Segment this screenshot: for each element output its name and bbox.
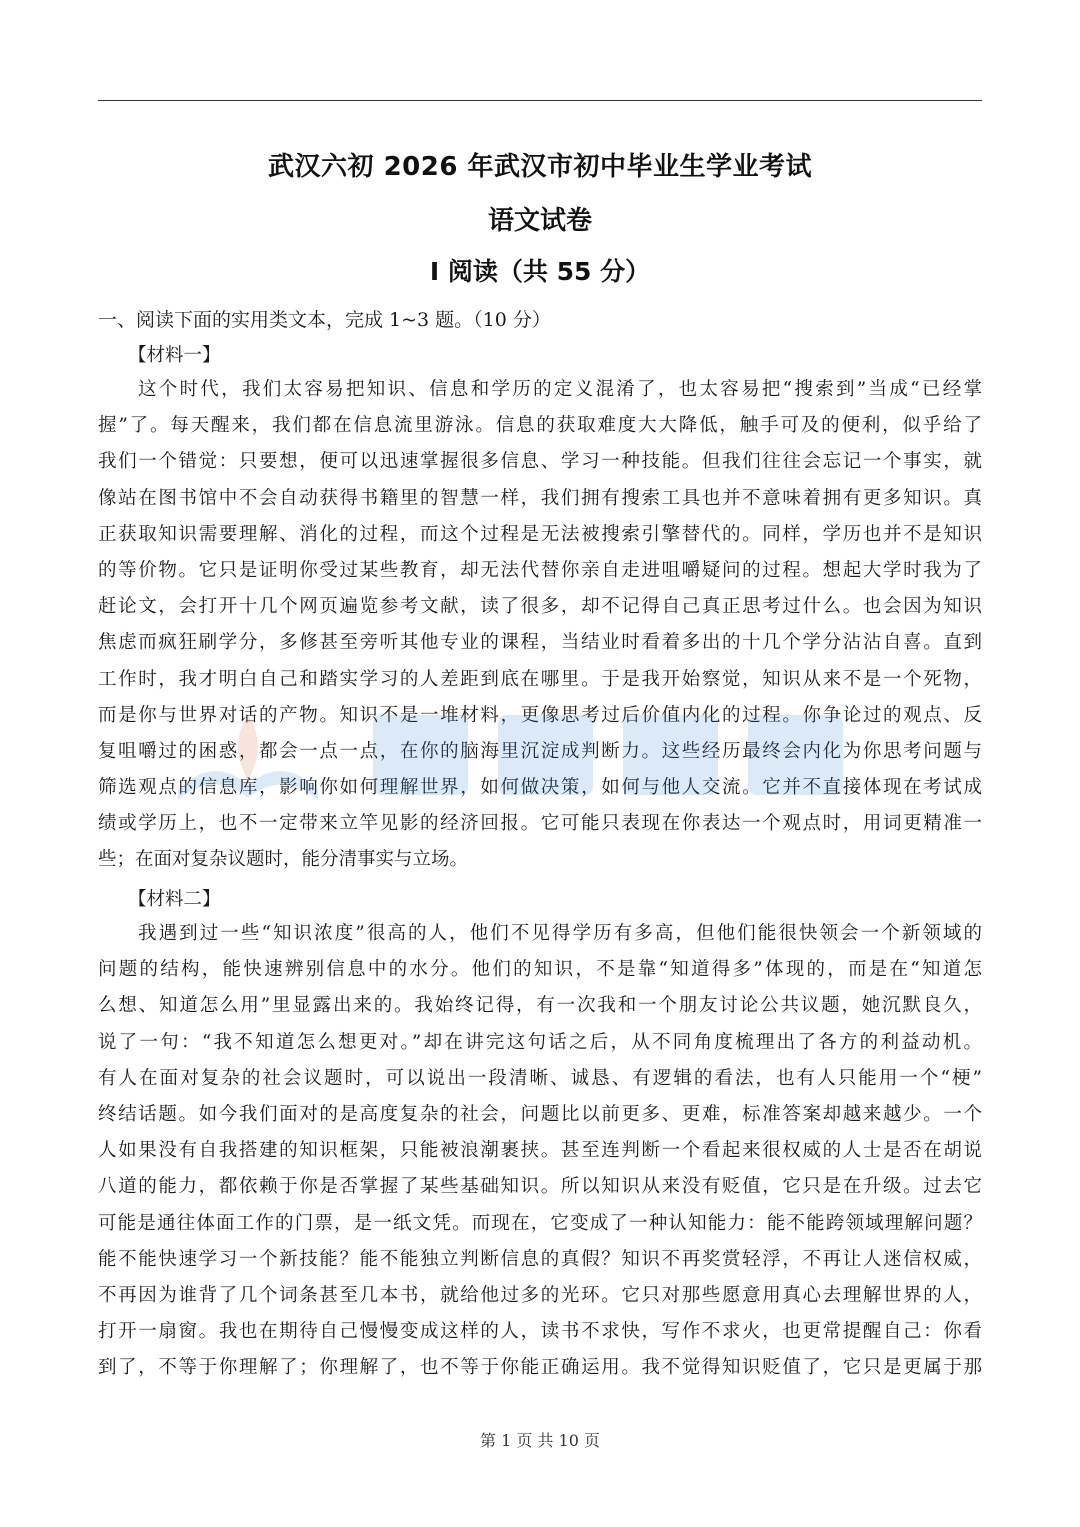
text-line: 到了，不等于你理解了；你理解了，也不等于你能正确运用。我不觉得知识贬值了，它只是更属于那 <box>98 1357 982 1379</box>
text-line: 我遇到过一些“知识浓度”很高的人，他们不见得学历有多高，但他们能很快领会一个新领域的 <box>138 923 982 944</box>
text-line: 终结话题。如今我们面对的是高度复杂的社会，问题比以前更多、更难，标准答案却越来越少。一个 <box>98 1103 982 1125</box>
text-line: 像站在图书馆中不会自动获得书籍里的智慧一样，我们拥有搜索工具也并不意味着拥有更多知识。真 <box>98 487 982 509</box>
material-2-text <box>98 916 982 1386</box>
section-heading: Ⅰ 阅读（共 55 分） <box>429 257 651 286</box>
text-line: 能不能快速学习一个新技能？能不能独立判断信息的真假？知识不再奖赏轻浮，不再让人迷信权威， <box>98 1248 982 1270</box>
text-line: 复咀嚼过的困惑，都会一点一点，在你的脑海里沉淀成判断力。这些经历最终会内化为你思考问题与 <box>98 740 982 762</box>
text-line: 正获取知识需要理解、消化的过程，而这个过程是无法被搜索引擎替代的。同样，学历也并不是知识 <box>98 523 982 545</box>
page-number: 第 1 页 共 10 页 <box>480 1431 600 1450</box>
text-line: 些；在面对复杂议题时，能分清事实与立场。 <box>98 849 469 871</box>
text-line: 么想、知道怎么用”里显露出来的。我始终记得，有一次我和一个朋友讨论公共议题，她沉默良久， <box>98 995 982 1017</box>
text-line: 工作时，我才明白自己和踏实学习的人差距到底在哪里。于是我开始察觉，知识从来不是一个死物， <box>98 668 982 690</box>
text-line: 八道的能力，都依赖于你是否掌握了某些基础知识。所以知识从来没有贬值，它只是在升级。过去它 <box>98 1176 982 1198</box>
text-line: 这个时代，我们太容易把知识、信息和学历的定义混淆了，也太容易把“搜索到”当成“已经掌 <box>138 379 982 400</box>
question-heading: 一、阅读下面的实用类文本，完成 1~3 题。（10 分） <box>98 309 551 331</box>
material-1-text <box>98 372 982 879</box>
header-rule <box>98 100 982 101</box>
text-line: 人如果没有自我搭建的知识框架，只能被浪潮裹挟。甚至连判断一个看起来很权威的人士是否在胡说 <box>98 1140 982 1162</box>
text-line: 有人在面对复杂的社会议题时，可以说出一段清晰、诚恳、有逻辑的看法，也有人只能用一个“梗” <box>98 1067 982 1089</box>
exam-title: 武汉六初 2026 年武汉市初中毕业生学业考试 <box>268 152 812 182</box>
text-line: 说了一句：“我不知道怎么想更对。”却在讲完这句话之后，从不同角度梳理出了各方的利益动机。 <box>98 1031 982 1053</box>
text-line: 赶论文，会打开十几个网页遍览参考文献，读了很多，却不记得自己真正思考过什么。也会因为知识 <box>98 596 982 618</box>
text-line: 可能是通往体面工作的门票，是一纸文凭。而现在，它变成了一种认知能力：能不能跨领域理解问题？ <box>98 1212 982 1234</box>
text-line: 握”了。每天醒来，我们都在信息流里游泳。信息的获取难度大大降低，触手可及的便利，似乎给了 <box>98 415 982 437</box>
text-line: 问题的结构，能快速辨别信息中的水分。他们的知识，不是靠“知道得多”体现的，而是在“知道怎 <box>98 959 982 981</box>
text-line: 打开一扇窗。我也在期待自己慢慢变成这样的人，读书不求快，写作不求火，也更常提醒自己：你看 <box>98 1321 982 1343</box>
exam-subject: 语文试卷 <box>487 206 592 236</box>
text-line: 我们一个错觉：只要想，便可以迅速掌握很多信息、学习一种技能。但我们往往会忘记一个事实，就 <box>98 451 982 473</box>
text-line: 不再因为谁背了几个词条甚至几本书，就给他过多的光环。它只对那些愿意用真心去理解世界的人， <box>98 1284 982 1306</box>
text-line: 的等价物。它只是证明你受过某些教育，却无法代替你亲自走进咀嚼疑问的过程。想起大学时我为了 <box>98 559 982 581</box>
material-2-label: 【材料二】 <box>128 889 221 910</box>
text-line: 焦虑而疯狂刷学分，多修甚至旁听其他专业的课程，当结业时看着多出的十几个学分沾沾自喜。直到 <box>98 632 982 654</box>
text-line: 绩或学历上，也不一定带来立竿见影的经济回报。它可能只表现在你表达一个观点时，用词更精准一 <box>98 813 982 835</box>
text-line: 而是你与世界对话的产物。知识不是一堆材料，更像思考过后价值内化的过程。你争论过的观点、反 <box>98 704 982 726</box>
text-line: 筛选观点的信息库，影响你如何理解世界，如何做决策，如何与他人交流。它并不直接体现在考试成 <box>98 777 982 799</box>
material-1-label: 【材料一】 <box>128 345 221 366</box>
